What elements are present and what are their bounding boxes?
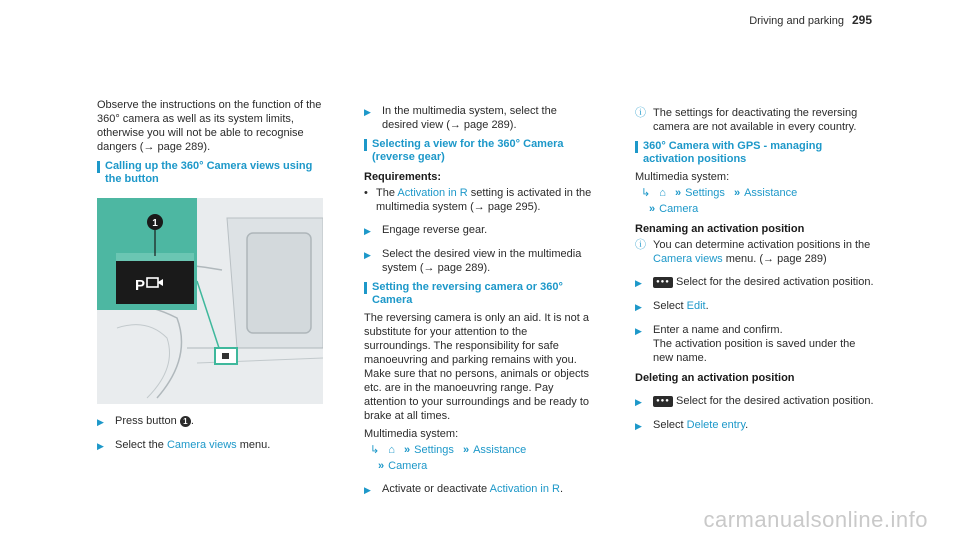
- step-select-desired-view: ▶ Select the desired view in the multimedia system (→ page 289).: [364, 248, 582, 274]
- section-heading-calling-up: Calling up the 360° Camera views using the button: [97, 160, 323, 186]
- menu-camera[interactable]: Camera: [659, 203, 699, 215]
- menu-path-cont: [635, 202, 875, 216]
- chevron-right-icon: »: [733, 187, 741, 199]
- camera-views-link[interactable]: Camera views: [653, 253, 723, 265]
- menu-assistance[interactable]: Assistance: [473, 444, 527, 456]
- note-country: ⓘ The settings for deactivating the reversing camera are not available in every country.: [635, 107, 858, 133]
- page-header: [749, 13, 872, 28]
- column-1: [97, 98, 323, 459]
- section-heading-selecting-view: Selecting a view for the 360° Camera (reverse gear): [364, 138, 594, 164]
- step-arrow-icon: ▶: [635, 421, 642, 431]
- heading-bar: [97, 161, 100, 173]
- menu-camera[interactable]: Camera: [388, 460, 428, 472]
- subheading-renaming: Renaming an activation position: [635, 223, 805, 235]
- heading-bar: [364, 139, 367, 151]
- camera-views-link[interactable]: Camera views: [166, 439, 237, 451]
- step-select-delete: ▶ Select Delete entry.: [635, 419, 749, 431]
- chevron-right-icon: »: [649, 203, 656, 215]
- step-enter-name: ▶ Enter a name and confirm. The activation position is saved under the new name.: [635, 324, 856, 364]
- info-icon: ⓘ: [635, 107, 646, 119]
- info-icon: ⓘ: [635, 239, 646, 251]
- step-arrow-icon: ▶: [635, 326, 642, 336]
- return-arrow-icon: ↳: [370, 444, 380, 456]
- chevron-right-icon: »: [404, 444, 411, 456]
- requirements-label: Requirements:: [364, 171, 442, 183]
- section-title: Driving and parking: [749, 15, 844, 27]
- svg-text:1: 1: [152, 218, 158, 229]
- safety-paragraph: The reversing camera is only an aid. It is not a substitute for your attention to the surroundings. The responsibility for safe manoeuvring and parking remains with you. Make sure that no persons, animals or objects etc. are in the manoeuvring range. Pay attention to your surroundings and be ready to brake at all times.: [364, 312, 590, 422]
- step-select-position-delete: ▶ ●●● Select for the desired activation position.: [635, 395, 874, 407]
- callout-1-badge: 1: [180, 416, 191, 427]
- section-heading-gps: 360° Camera with GPS - managing activation positions: [635, 140, 875, 166]
- step-select-camera-views: ▶ Select the Camera views menu.: [97, 439, 271, 451]
- step-arrow-icon: ▶: [635, 302, 642, 312]
- edit-link[interactable]: Edit: [686, 300, 706, 312]
- step-arrow-icon: ▶: [364, 250, 371, 260]
- chevron-right-icon: »: [378, 460, 385, 472]
- more-options-icon[interactable]: ●●●: [653, 277, 673, 288]
- page-number: 295: [851, 13, 872, 27]
- step-arrow-icon: ▶: [97, 441, 104, 451]
- menu-assistance[interactable]: Assistance: [744, 187, 798, 199]
- step-select-position: ▶ ●●● Select for the desired activation position.: [635, 276, 874, 288]
- menu-settings[interactable]: Settings: [414, 444, 454, 456]
- svg-text:P: P: [135, 277, 146, 294]
- watermark: carmanualsonline.info: [703, 507, 928, 532]
- heading-bar: [635, 141, 638, 153]
- activation-in-r-link[interactable]: Activation in R: [397, 187, 468, 199]
- step-press-button: ▶ Press button 1 .: [97, 415, 194, 427]
- dashboard-illustration: [97, 198, 323, 404]
- column-3: [635, 104, 875, 439]
- note-activation-positions: ⓘ You can determine activation positions in the Camera views menu. (→ page 289): [635, 239, 871, 265]
- step-arrow-icon: ▶: [364, 485, 371, 495]
- intro-text: Observe the instructions on the function of the 360° camera as well as its system limits, otherwise you will not be able to recognise dangers (→ page 289).: [97, 99, 322, 153]
- requirement-item: • The Activation in R setting is activated in the multimedia system (→ page 295).: [364, 187, 592, 213]
- menu-path: [364, 443, 594, 457]
- step-select-view: ▶ In the multimedia system, select the desired view (→ page 289).: [364, 105, 557, 131]
- dashboard-figure: [97, 198, 323, 404]
- menu-path-cont: [364, 459, 594, 473]
- subheading-deleting: Deleting an activation position: [635, 372, 795, 384]
- heading-bar: [364, 282, 367, 294]
- column-2: [364, 98, 594, 503]
- menu-settings[interactable]: Settings: [685, 187, 725, 199]
- section-heading-setting-camera: Setting the reversing camera or 360° Camera: [364, 281, 594, 307]
- step-arrow-icon: ▶: [635, 278, 642, 288]
- step-arrow-icon: ▶: [635, 397, 642, 407]
- step-select-edit: ▶ Select Edit.: [635, 300, 709, 312]
- step-arrow-icon: ▶: [364, 107, 371, 117]
- activation-in-r-toggle[interactable]: Activation in R: [489, 483, 560, 495]
- more-options-icon[interactable]: ●●●: [653, 396, 673, 407]
- delete-entry-link[interactable]: Delete entry: [686, 419, 746, 431]
- chevron-right-icon: »: [462, 444, 470, 456]
- home-icon[interactable]: ⌂: [388, 444, 395, 456]
- return-arrow-icon: ↳: [641, 187, 651, 199]
- step-arrow-icon: ▶: [364, 226, 371, 236]
- menu-path: [635, 186, 875, 200]
- multimedia-label: Multimedia system:: [635, 171, 730, 183]
- chevron-right-icon: »: [675, 187, 682, 199]
- step-arrow-icon: ▶: [97, 417, 104, 427]
- home-icon[interactable]: ⌂: [659, 187, 666, 199]
- multimedia-label: Multimedia system:: [364, 428, 459, 440]
- step-activate-deactivate: ▶ Activate or deactivate Activation in R.: [364, 483, 563, 495]
- step-engage-reverse: ▶ Engage reverse gear.: [364, 224, 488, 236]
